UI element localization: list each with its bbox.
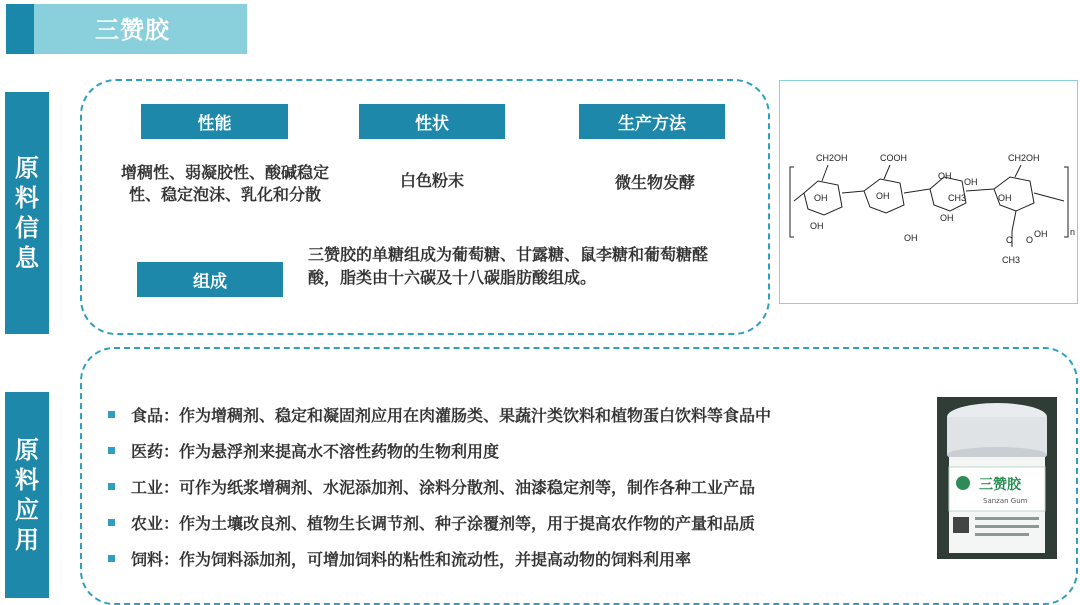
struct-label: OH bbox=[876, 191, 890, 201]
struct-label: OH bbox=[964, 177, 978, 187]
struct-label: OH bbox=[810, 221, 824, 231]
section-label-char: 原 bbox=[15, 154, 39, 182]
jar-label: 三赞胶 bbox=[979, 477, 1021, 493]
struct-label: CH2OH bbox=[1008, 153, 1040, 163]
struct-label: OH bbox=[998, 193, 1012, 203]
jar-sublabel: Sanzan Gum bbox=[983, 497, 1028, 505]
section-label-char: 信 bbox=[15, 214, 39, 242]
struct-label: OH bbox=[1034, 229, 1048, 239]
page-title: 三赞胶 bbox=[95, 16, 170, 44]
applications-list bbox=[108, 396, 938, 576]
list-item bbox=[108, 468, 938, 504]
appearance-tag: 性状 bbox=[359, 104, 505, 139]
struct-label: n bbox=[1070, 227, 1076, 237]
struct-label: OH bbox=[904, 233, 918, 243]
application-text: 食品：作为增稠剂、稳定和凝固剂应用在肉灌肠类、果蔬汁类饮料和植物蛋白饮料等食品中 bbox=[131, 405, 772, 425]
title-accent-bar bbox=[6, 4, 34, 54]
struct-label: OH bbox=[938, 171, 952, 181]
performance-text: 增稠性、弱凝胶性、酸碱稳定性、稳定泡沫、乳化和分散 bbox=[120, 163, 329, 204]
section-label-char: 料 bbox=[15, 466, 39, 494]
appearance-text: 白色粉末 bbox=[399, 171, 464, 190]
struct-label: O bbox=[1026, 235, 1034, 245]
bullet-icon bbox=[108, 483, 115, 490]
list-item bbox=[108, 540, 938, 576]
section-label-char: 应 bbox=[15, 496, 39, 524]
bullet-icon bbox=[108, 555, 115, 562]
section-label-info bbox=[5, 92, 49, 334]
bullet-icon bbox=[108, 411, 115, 418]
section-label-char: 息 bbox=[15, 244, 39, 272]
application-text: 工业：可作为纸浆增稠剂、水泥添加剂、涂料分散剂、油漆稳定剂等，制作各种工业产品 bbox=[131, 477, 756, 497]
production-method-text: 微生物发酵 bbox=[614, 173, 695, 192]
section-label-applications bbox=[5, 392, 49, 598]
composition-text: 三赞胶的单糖组成为葡萄糖、甘露糖、鼠李糖和葡萄糖醛酸，脂类由十六碳及十八碳脂肪酸组成。 bbox=[308, 245, 709, 287]
structure-diagram bbox=[779, 80, 1078, 304]
production-method-tag: 生产方法 bbox=[579, 104, 725, 139]
application-text: 医药：作为悬浮剂来提高水不溶性药物的生物利用度 bbox=[131, 441, 500, 461]
application-text: 农业：作为土壤改良剂、植物生长调节剂、种子涂覆剂等，用于提高农作物的产量和品质 bbox=[131, 513, 756, 533]
product-photo bbox=[937, 397, 1057, 559]
bullet-icon bbox=[108, 519, 115, 526]
performance-tag: 性能 bbox=[141, 104, 288, 139]
struct-label: CH3 bbox=[948, 193, 967, 203]
section-label-char: 用 bbox=[15, 526, 39, 554]
list-item bbox=[108, 396, 938, 432]
section-label-char: 原 bbox=[15, 436, 39, 464]
list-item bbox=[108, 432, 938, 468]
struct-label: COOH bbox=[880, 153, 907, 163]
struct-label: OH bbox=[814, 193, 828, 203]
list-item bbox=[108, 504, 938, 540]
section-label-char: 料 bbox=[15, 184, 39, 212]
struct-label: OH bbox=[940, 213, 954, 223]
composition-tag: 组成 bbox=[137, 262, 283, 297]
bullet-icon bbox=[108, 447, 115, 454]
struct-label: CH3 bbox=[1002, 255, 1021, 265]
struct-label: CH2OH bbox=[816, 153, 848, 163]
struct-label: C bbox=[1006, 235, 1013, 245]
application-text: 饲料：作为饲料添加剂，可增加饲料的粘性和流动性，并提高动物的饲料利用率 bbox=[131, 549, 692, 569]
